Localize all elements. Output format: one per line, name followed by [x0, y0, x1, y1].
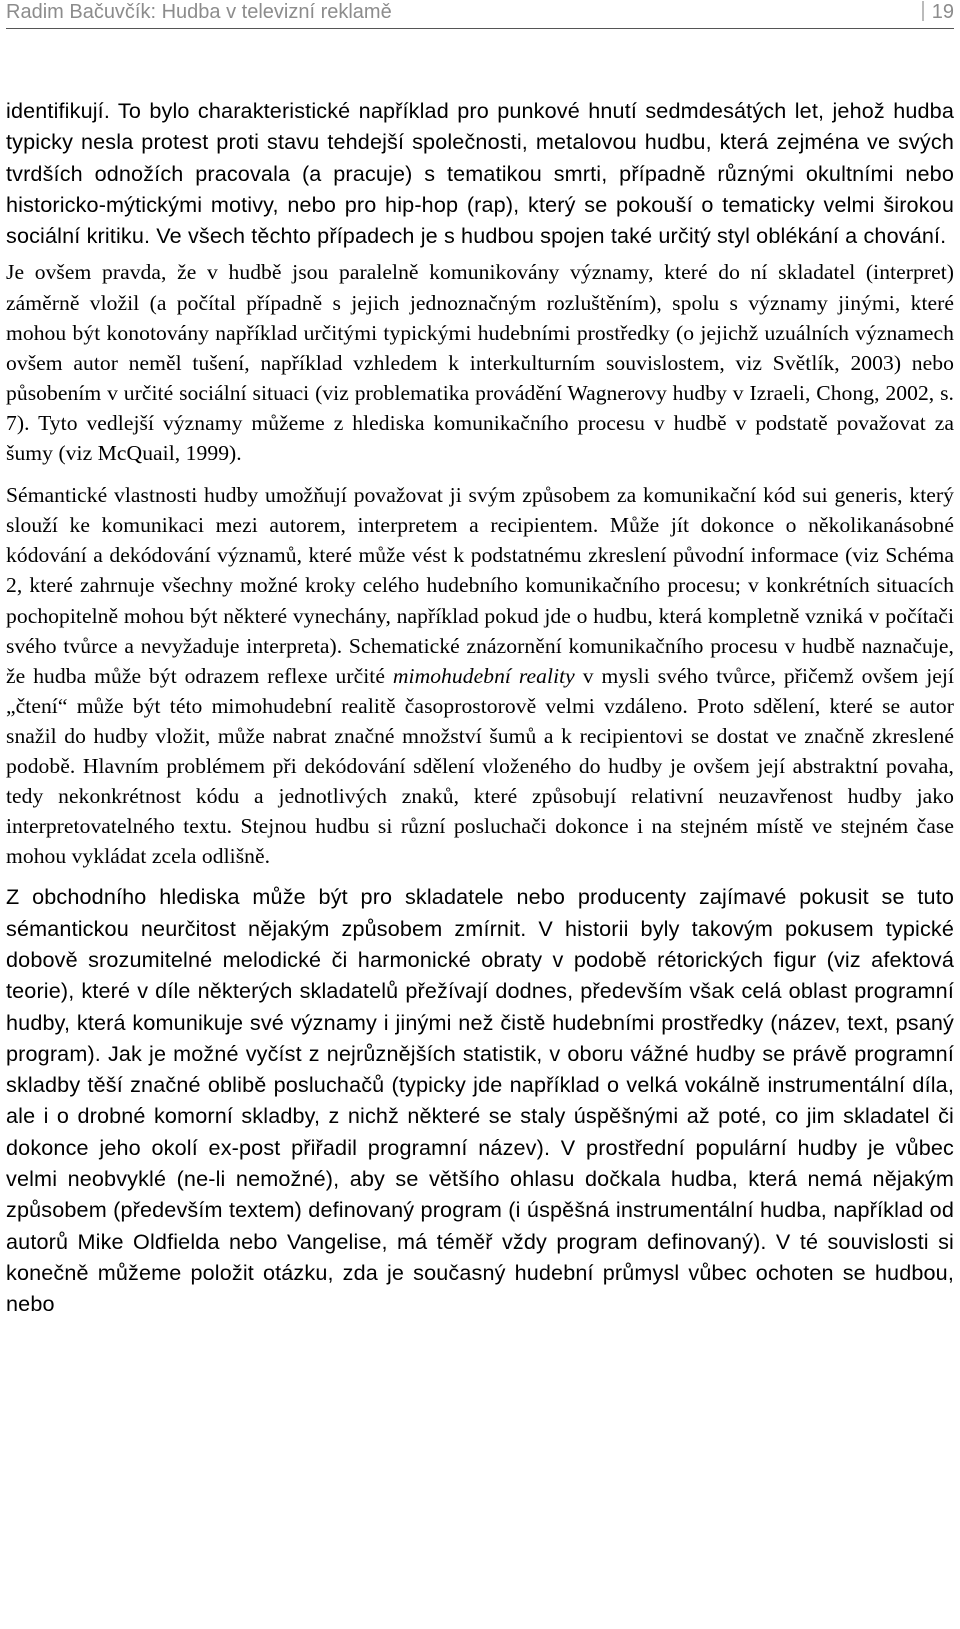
paragraph-1: identifikují. To bylo charakteristické například pro punkové hnutí sedmdesátých let, jehož hudba typicky nesla protest proti stavu tehdejší společnosti, metalovou hudbu, která zejména ve svých tvrdších odnožích pracovala (a pracuje) s tematikou smrti, případně různými okultními nebo historicko-mýtickými motivy, nebo pro hip-hop (rap), který se pokouší o tematicky velmi širokou sociální kritiku. Ve všech těchto případech je s hudbou spojen také určitý styl oblékání a chování. [6, 98, 954, 249]
document-body [6, 95, 954, 1320]
paragraph-2: Je ovšem pravda, že v hudbě jsou paralelně komunikovány významy, které do ní skladatel (interpret) záměrně vložil (a počítal případně s jejich jednoznačným rozluštěním), spolu s významy jinými, které mohou být konotovány například určitými typickými hudebními prostředky (o jejichž uzuálních významech ovšem autor neměl tušení, například vzhledem k interkulturním souvislostem, viz Světlík, 2003) nebo působením v určité sociální situaci (viz problematika provádění Wagnerovy hudby v Izraeli, Chong, 2002, s. 7). Tyto vedlejší významy můžeme z hlediska komunikačního procesu v hudbě v podstatě považovat za šumy (viz McQuail, 1999). [6, 260, 954, 466]
paragraph-3-emphasis: mimohudební reality [392, 663, 575, 688]
paragraph-3 [6, 480, 954, 871]
page-number-divider [922, 1, 924, 21]
header-title: Radim Bačuvčík: Hudba v televizní reklamě [6, 1, 392, 23]
paragraph-3-text-a: Sémantické vlastnosti hudby umožňují považovat ji svým způsobem za komunikační kód sui generis, který slouží ke komunikaci mezi autorem, interpretem a recipientem. Může jít dokonce o několikanásobné kódování a dekódování významů, které může vést k podstatnému zkreslení původní informace (viz Schéma 2, které zahrnuje všechny možné kroky celého hudebního komunikačního procesu; v konkrétních situacích pochopitelně mohou být některé vynechány, například pokud jde o hudbu, která kompletně vzniká v počítači svého tvůrce a nevyžaduje interpreta). Schematické znázornění komunikačního procesu v hudbě naznačuje, že hudba může být odrazem reflexe určité [6, 483, 954, 688]
paragraph-4: Z obchodního hlediska může být pro skladatele nebo producenty zajímavé pokusit se tuto sémantickou neurčitost nějakým způsobem zmírnit. V historii byly takovým pokusem typické dobově srozumitelné melodické či harmonické obraty v podobě rétorických figur (viz afektová teorie), které v díle některých skladatelů přežívají dodnes, především však celá oblast programní hudby, která komunikuje své významy i jinými než čistě hudebními prostředky (název, text, psaný program). Jak je možné vyčíst z nejrůznějších statistik, v oboru vážné hudby se právě programní skladby těší značné oblibě posluchačů (typicky jde například o velká vokálně instrumentální díla, ale i o drobné komorní skladby, z nichž některé se staly úspěšnými až poté, co jim skladatel či dokonce jeho okolí ex-post přiřadil programní název). V prostřední populární hudby je vůbec velmi neobvyklé (ne-li nemožné), aby se většího ohlasu dočkala hudba, která nemá nějakým způsobem (především textem) definovaný program (i úspěšná instrumentální hudba, například od autorů Mike Oldfielda nebo Vangelise, má téměř vždy program definovaný). V té souvislosti si konečně můžeme položit otázku, zda je současný hudební průmysl vůbec ochoten se hudbou, nebo [6, 884, 954, 1317]
page-header [6, 0, 954, 29]
page-number [922, 0, 954, 24]
paragraph-3-text-b: v mysli svého tvůrce, přičemž ovšem její „čtení“ může být této mimohudební realitě časoprostorově velmi vzdáleno. Proto sdělení, které se autor snažil do hudby vložit, může nabrat značné množství šumů a k recipientovi se dostat ve značně zkreslené podobě. Hlavním problémem při dekódování sdělení vloženého do hudby je ovšem její abstraktní povaha, tedy nekonkrétnost kódu a jednotlivých znaků, které způsobují relativní neuzavřenost hudby jako interpretovatelného textu. Stejnou hudbu si různí posluchači dokonce i na stejném místě ve stejném čase mohou vykládat zcela odlišně. [6, 663, 955, 869]
page-number-value: 19 [931, 1, 954, 23]
